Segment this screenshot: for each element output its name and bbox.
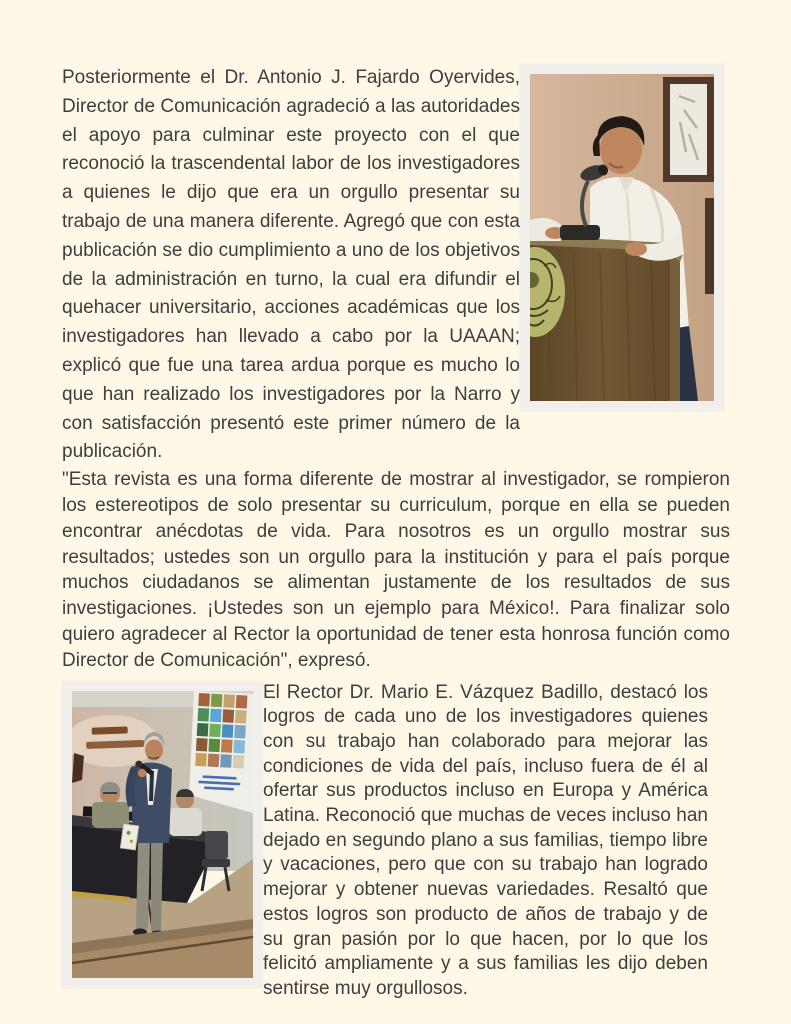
paragraph-rector: El Rector Dr. Mario E. Vázquez Badillo, destacó los logros de cada uno de los investigadores quienes con su trabajo han colaborado para mejorar las condiciones de vida del país, incluso fuera de él al ofertar sus productos incluso en Europa y América Latina. Reconoció que muchas de veces incluso han dejado en segundo plano a sus familias, tiempo libre y vacaciones, pero que con su trabajo han logrado mejorar y obtener nuevas variedades. Resaltó que estos logros son producto de años de trabajo y de su gran pasión por lo que hacen, por lo que los felicitó ampliamente y a sus familias les dijo deben sentirse muy orgullosos.	[263, 681, 708, 999]
section-bottom	[62, 681, 730, 1002]
projection-screen	[189, 691, 253, 813]
photo-speaker-podium	[520, 64, 724, 411]
photo-rector-auditorium	[62, 681, 263, 988]
photo-speaker-podium-illustration	[530, 74, 714, 401]
photo-rector-auditorium-illustration	[72, 691, 253, 978]
paragraph-fajardo: Posteriormente el Dr. Antonio J. Fajardo Oyervides, Director de Comunicación agradeció a las autoridades el apoyo para culminar este proyecto con el que reconoció la trascendental labor de los investigadores a quienes le dijo que era un orgullo presentar su trabajo de una manera diferente. Agregó que con esta publicación se dio cumplimiento a uno de los objetivos de la administración en turno, la cual era difundir el quehacer universitario, acciones académicas que los investigadores han llevado a cabo por la UAAAN; explicó que fue una tarea ardua porque es mucho lo que han realizado los investigadores por la Narro y con satisfacción presentó este primer número de la publicación.	[62, 67, 520, 463]
framed-picture	[663, 77, 714, 182]
wall-frame-edge	[705, 198, 714, 294]
section-top	[62, 64, 730, 467]
paragraph-quote: "Esta revista es una forma diferente de mostrar al investigador, se rompieron los estereotipos de solo presentar su curriculum, porque en ella se pueden encontrar anécdotas de vida. Para nosotros es un orgullo mostrar sus resultados; ustedes son un orgullo para la institución y para el país porque muchos ciudadanos se alimentan justamente de los resultados de sus investigaciones. ¡Ustedes son un ejemplo para México!. Para finalizar solo quiero agradecer al Rector la oportunidad de tener esta honrosa función como Director de Comunicación", expresó.	[62, 469, 730, 671]
white-folder	[120, 824, 138, 850]
